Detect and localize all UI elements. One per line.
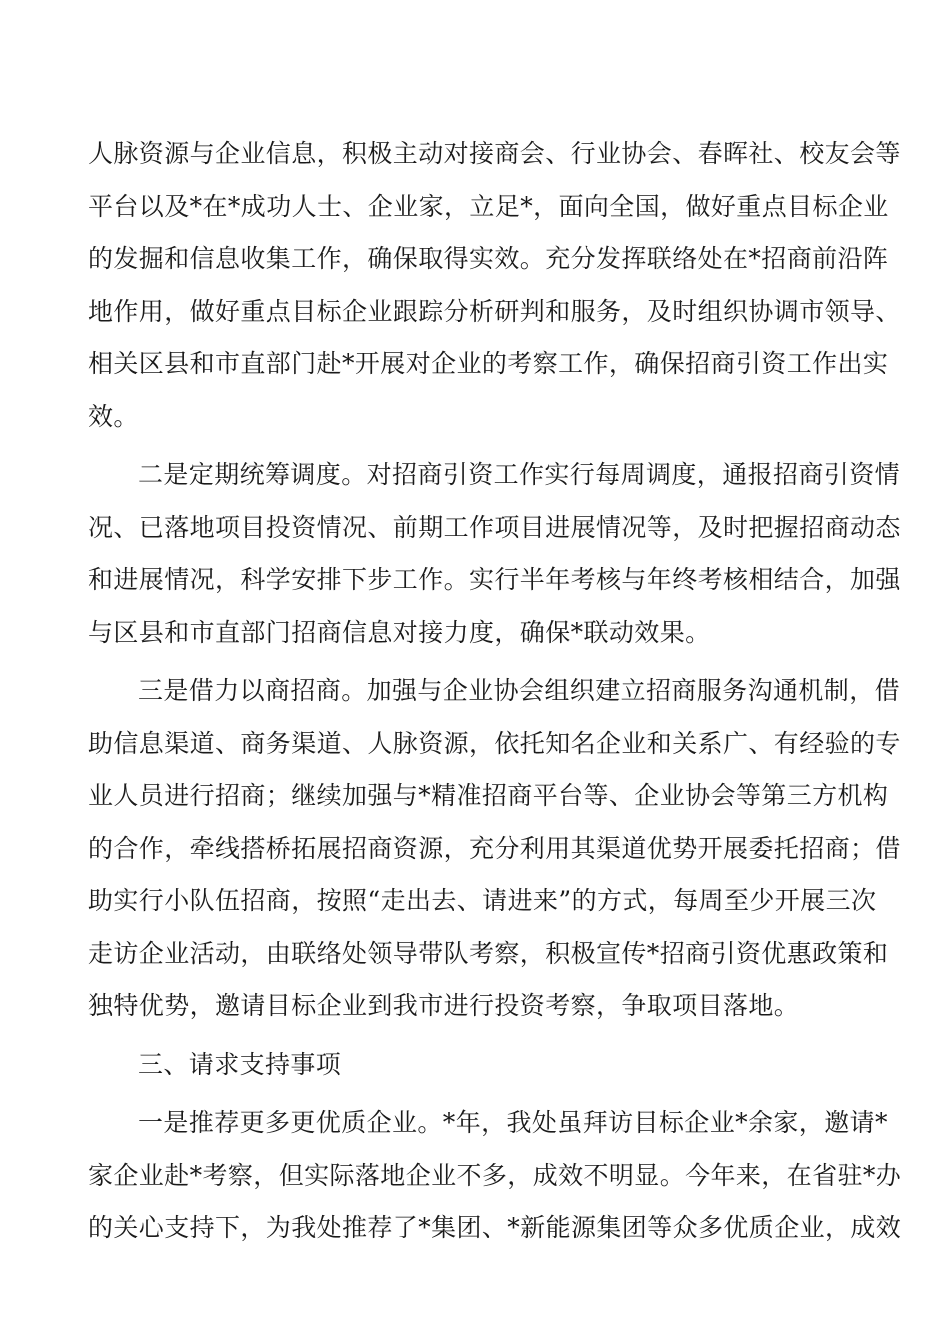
text-line: 和进展情况，科学安排下步工作。实行半年考核与年终考核相结合，加强: [88, 565, 901, 594]
text-line: 助信息渠道、商务渠道、人脉资源，依托知名企业和关系广、有经验的专: [88, 728, 901, 758]
text-line: 独特优势，邀请目标企业到我市进行投资考察，争取项目落地。: [88, 991, 800, 1020]
paragraph-continuation: [88, 128, 901, 443]
text-line: 二是定期统筹调度。对招商引资工作实行每周调度，通报招商引资情: [138, 460, 901, 489]
text-line: 走访企业活动，由联络处领导带队考察，积极宣传*招商引资优惠政策和: [88, 938, 889, 968]
section-heading-text: 三、请求支持事项: [138, 1049, 342, 1079]
document-body: [88, 128, 902, 1255]
text-line: 地作用，做好重点目标企业跟踪分析研判和服务，及时组织协调市领导、: [88, 296, 901, 326]
text-line: 三是借力以商招商。加强与企业协会组织建立招商服务沟通机制，借: [138, 676, 901, 705]
text-line: 的关心支持下，为我处推荐了*集团、*新能源集团等众多优质企业，成效: [88, 1213, 902, 1242]
text-line: 况、已落地项目投资情况、前期工作项目进展情况等，及时把握招商动态: [88, 512, 901, 542]
section-heading: [88, 1039, 864, 1092]
text-line: 效。: [88, 401, 139, 431]
text-line: 人脉资源与企业信息，积极主动对接商会、行业协会、春晖社、校友会等: [88, 139, 901, 168]
paragraph-two: [88, 449, 901, 659]
paragraph-three: [88, 665, 901, 1033]
text-line: 的发掘和信息收集工作，确保取得实效。充分发挥联络处在*招商前沿阵: [88, 244, 889, 273]
text-line: 助实行小队伍招商，按照“走出去、请进来”的方式，每周至少开展三次: [88, 886, 877, 915]
text-line: 平台以及*在*成功人士、企业家，立足*，面向全国，做好重点目标企业: [88, 191, 889, 221]
text-line: 与区县和市直部门招商信息对接力度，确保*联动效果。: [88, 617, 711, 647]
text-line: 一是推荐更多更优质企业。*年，我处虽拜访目标企业*余家，邀请*: [138, 1108, 888, 1137]
paragraph-one: [88, 1097, 902, 1255]
text-line: 相关区县和市直部门赴*开展对企业的考察工作，确保招商引资工作出实: [88, 349, 889, 378]
text-line: 业人员进行招商；继续加强与*精准招商平台等、企业协会等第三方机构: [88, 781, 889, 810]
text-line: 的合作，牵线搭桥拓展招商资源，充分利用其渠道优势开展委托招商；借: [88, 833, 901, 863]
text-line: 家企业赴*考察，但实际落地企业不多，成效不明显。今年来，在省驻*办: [88, 1160, 902, 1190]
